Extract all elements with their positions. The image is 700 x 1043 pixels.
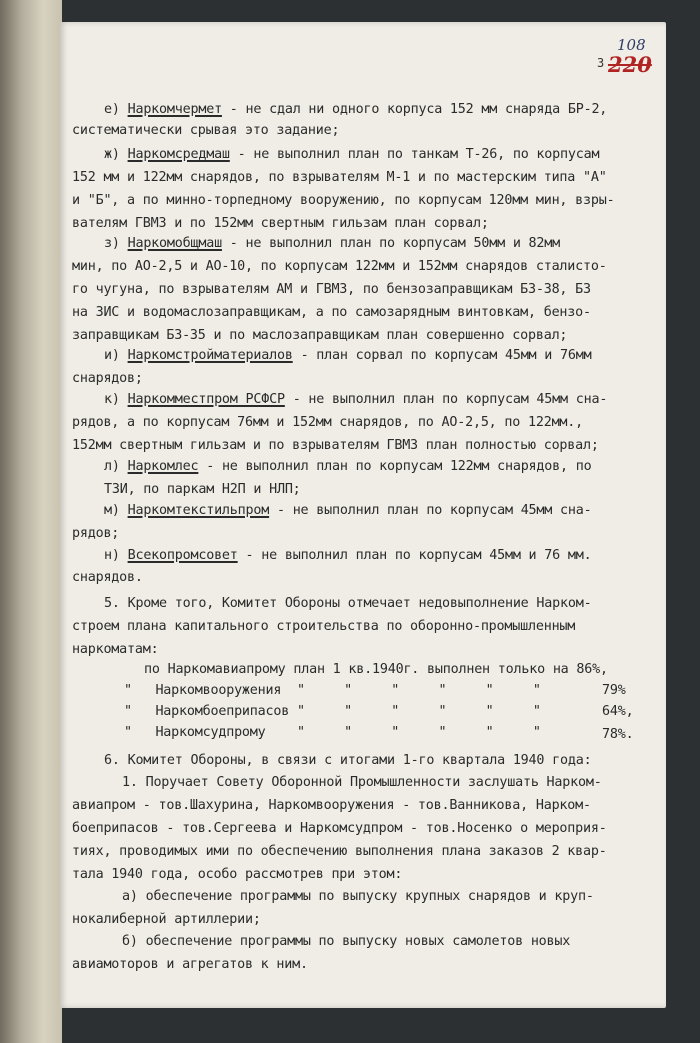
paragraph-5-line-1: 5. Кроме того, Комитет Обороны отмечает недовыполнение Нарком- (104, 596, 592, 611)
ministry-name-zh: Наркомсредмаш (127, 147, 230, 162)
paragraph-k-line-1: к) Наркомместпром РСФСР - не выполнил план по корпусам 45мм сна- (104, 392, 608, 407)
ministry-name-e: Наркомчермет (127, 102, 222, 117)
paragraph-z-line-5: заправщикам БЗ-35 и по маслозаправщикам план совершенно сорвал; (72, 328, 568, 343)
ministry-name-k: Наркомместпром РСФСР (127, 392, 285, 407)
ministry-name-z: Наркомобщмаш (127, 236, 222, 251)
list-row-aviaprom: по Наркомавиапрому план 1 кв.1940г. выполнен только на 86%, (144, 662, 608, 677)
paragraph-6-line-3: авиапром - тов.Шахурина, Наркомвооружения - тов.Ванникова, Нарком- (72, 798, 591, 813)
paragraph-6a-line-2: нокалиберной артиллерии; (72, 912, 261, 927)
list-row-vooruzheniya-value: 79% (602, 683, 626, 698)
paragraph-zh-line-4: вателям ГВМЗ и по 152мм свертным гильзам план сорвал; (72, 216, 489, 231)
paragraph-z-line-3: го чугуна, по взрывателям АМ и ГВМЗ, по бензозаправщикам БЗ-38, БЗ (72, 282, 591, 297)
paragraph-z-line-4: на ЗИС и водомаслозаправщикам, а по самозарядным винтовкам, бензо- (72, 305, 591, 320)
paragraph-n-line-2: снарядов. (72, 570, 143, 585)
paragraph-6b-line-1: б) обеспечение программы по выпуску новых самолетов новых (122, 934, 571, 949)
paragraph-5-line-2: строем плана капитального строительства по оборонно-промышленным (72, 619, 576, 634)
paragraph-k-line-3: 152мм свертным гильзам и по взрывателям ГВМЗ план полностью сорвал; (72, 438, 599, 453)
ministry-name-m: Наркомтекстильпром (127, 503, 270, 518)
paragraph-6-line-5: тиях, проводимых ими по обеспечению выполнения плана заказов 2 квар- (72, 844, 607, 859)
handwritten-page-number: 108 (617, 36, 646, 54)
list-row-vooruzheniya-label: " Наркомвооружения " " " " " " (124, 683, 541, 698)
paragraph-z-line-2: мин, по АО-2,5 и АО-10, по корпусам 122мм и 152мм снарядов сталисто- (72, 259, 607, 274)
paragraph-6b-line-2: авиамоторов и агрегатов к ним. (72, 957, 308, 972)
list-row-sudpromu-label: " Наркомсудпрому " " " " " " (124, 725, 541, 740)
paragraph-e-line-1: е) Наркомчермет - не сдал ни одного корпуса 152 мм снаряда БР-2, (104, 102, 608, 117)
paragraph-6-line-1: 6. Комитет Обороны, в связи с итогами 1-го квартала 1940 года: (104, 753, 592, 768)
paragraph-k-line-2: рядов, а по корпусам 76мм и 152мм снарядов, по АО-2,5, по 122мм., (72, 415, 584, 430)
struck-page-number: 220 (608, 52, 652, 77)
ministry-name-n: Всекопромсовет (127, 548, 238, 563)
paragraph-i-line-1: и) Наркомстройматериалов - план сорвал по корпусам 45мм и 76мм (104, 348, 592, 363)
paragraph-6-line-4: боеприпасов - тов.Сергеева и Наркомсудпром - тов.Носенко о мероприя- (72, 821, 607, 836)
paragraph-e-line-2: систематически срывая это задание; (72, 123, 340, 138)
paragraph-zh-line-3: и "Б", а по минно-торпедному вооружению, по корпусам 120мм мин, взры- (72, 193, 615, 208)
list-row-boepripasov-value: 64%, (602, 704, 634, 719)
paragraph-n-line-1: н) Всекопромсовет - не выполнил план по корпусам 45мм и 76 мм. (104, 548, 592, 563)
paragraph-6-line-6: тала 1940 года, особо рассмотрев при этом: (72, 867, 403, 882)
paragraph-zh-line-2: 152 мм и 122мм снарядов, по взрывателям М-1 и по мастерским типа "А" (72, 170, 607, 185)
paragraph-m-line-1: м) Наркомтекстильпром - не выполнил план по корпусам 45мм сна- (104, 503, 592, 518)
paragraph-l-line-1: л) Наркомлес - не выполнил план по корпусам 122мм снарядов, по (104, 459, 592, 474)
paragraph-m-line-2: рядов; (72, 526, 120, 541)
paragraph-6-line-2: 1. Поручает Совету Оборонной Промышленности заслушать Нарком- (122, 775, 602, 790)
book-binding (0, 0, 62, 1043)
paragraph-zh-line-1: ж) Наркомсредмаш - не выполнил план по танкам Т-26, по корпусам (104, 147, 600, 162)
list-row-boepripasov-label: " Наркомбоеприпасов " " " " " " (124, 704, 541, 719)
paragraph-i-line-2: снарядов; (72, 371, 143, 386)
ministry-name-l: Наркомлес (127, 459, 199, 474)
list-row-sudpromu-value: 78%. (602, 727, 634, 742)
document-page (60, 22, 666, 1008)
paragraph-6a-line-1: а) обеспечение программы по выпуску крупных снарядов и круп- (122, 889, 594, 904)
paragraph-5-line-3: наркоматам: (72, 642, 159, 657)
ministry-name-i: Наркомстройматериалов (127, 348, 293, 363)
typed-page-number: 3 (597, 56, 605, 70)
paragraph-z-line-1: з) Наркомобщмаш - не выполнил план по корпусам 50мм и 82мм (104, 236, 560, 251)
paragraph-l-line-2: ТЗИ, по паркам Н2П и НЛП; (104, 482, 301, 497)
